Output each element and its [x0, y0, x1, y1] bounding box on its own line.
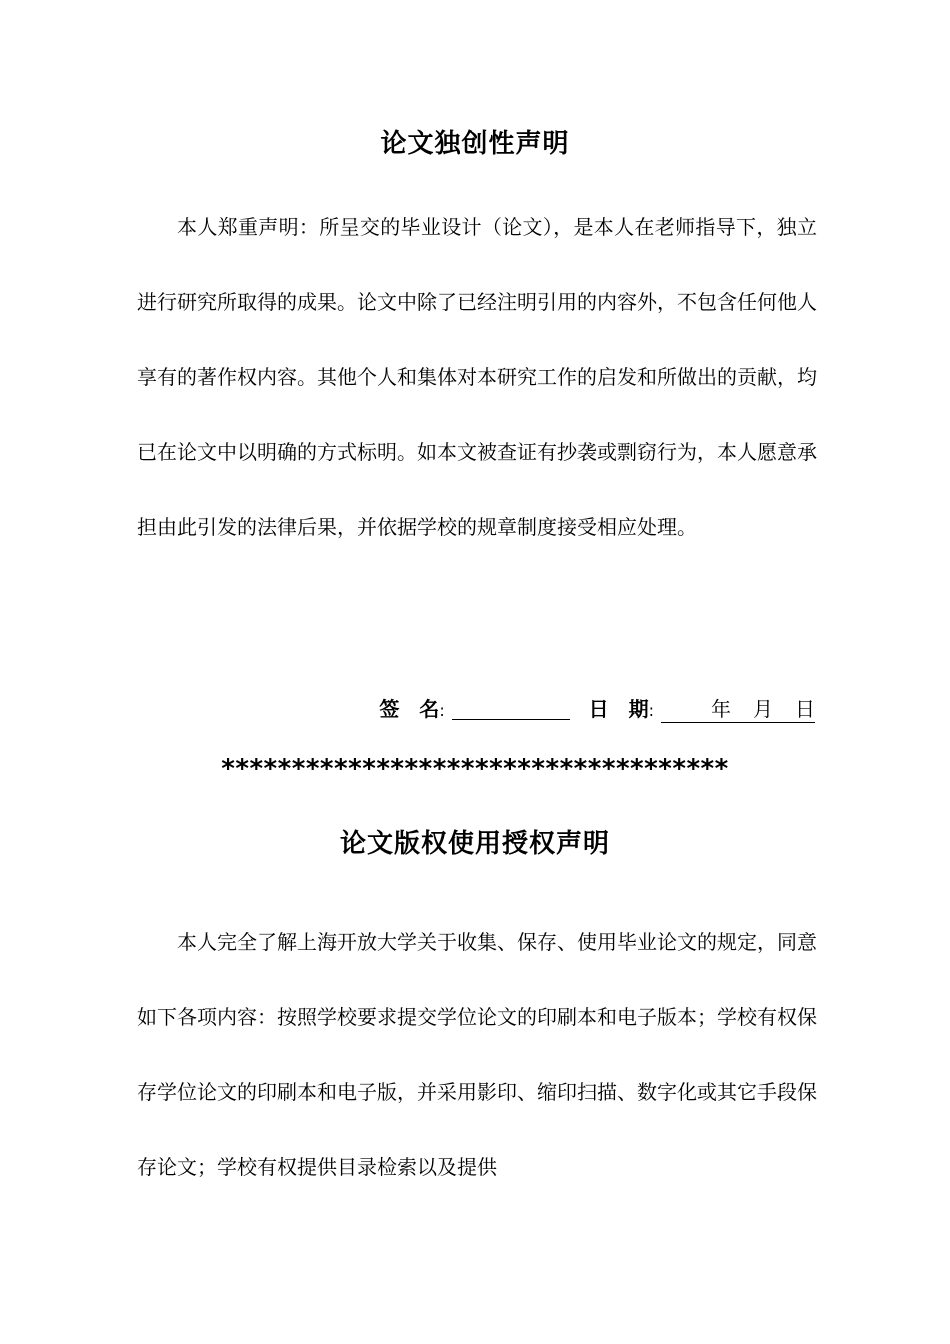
- section-divider: ************************************: [221, 754, 729, 784]
- year-label: 年: [711, 697, 731, 721]
- date-blank-field: [661, 696, 815, 723]
- signature-colon: :: [439, 701, 445, 720]
- day-label: 日: [795, 697, 815, 721]
- date-label: 日 期: [588, 697, 649, 721]
- originality-declaration-title: 论文独创性声明: [380, 129, 570, 159]
- copyright-authorization-body: 本人完全了解上海开放大学关于收集、保存、使用毕业论文的规定，同意如下各项内容：按照学校要求提交学位论文的印刷本和电子版本；学校有权保存学位论文的印刷本和电子版，并采用影印、缩印扫描、数字化或其它手段保存论文；学校有权提供目录检索以及提供: [137, 930, 817, 1179]
- date-colon: :: [648, 701, 655, 720]
- month-label: 月: [753, 697, 773, 721]
- copyright-authorization-title: 论文版权使用授权声明: [339, 829, 610, 859]
- originality-declaration-body: 本人郑重声明：所呈交的毕业设计（论文），是本人在老师指导下，独立进行研究所取得的成果。论文中除了已经注明引用的内容外，不包含任何他人享有的著作权内容。其他个人和集体对本研究工作的启发和所做出的贡献，均已在论文中以明确的方式标明。如本文被查证有抄袭或剽窃行为，本人愿意承担由此引发的法律后果，并依据学校的规章制度接受相应处理。: [137, 215, 817, 539]
- signature-blank-line: [452, 695, 570, 720]
- signature-label: 签 名: [379, 697, 440, 721]
- signature-date-row: [137, 692, 815, 726]
